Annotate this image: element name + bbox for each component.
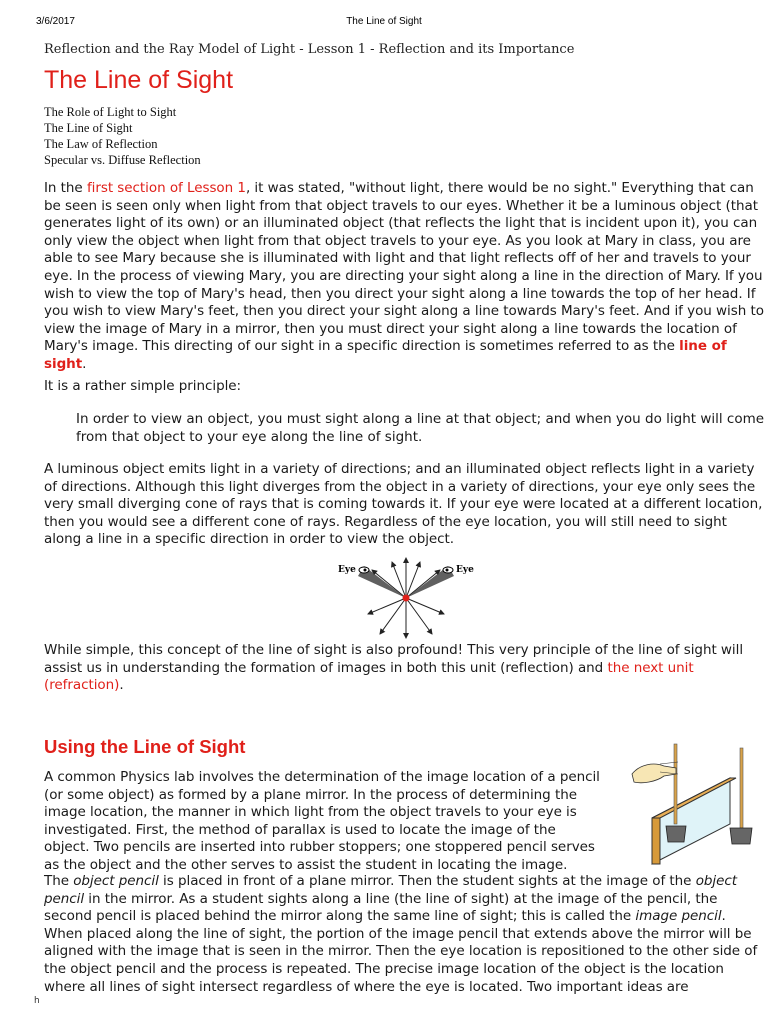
op-t4: in the mirror. As a student sights along a line (the line of sight) at the image of the pencil, the second pencil is placed behind the mirror along the same line of sight; this is called the [44,890,718,925]
paragraph-intro [44,180,766,374]
next-unit-link[interactable]: the next unit (refraction) [44,659,694,694]
object-stopper-icon [666,826,686,842]
hand-icon [632,764,676,783]
lesson-links [44,104,201,168]
breadcrumb: Reflection and the Ray Model of Light - Lesson 1 - Reflection and its Importance [44,42,575,57]
first-section-link[interactable]: first section of Lesson 1 [86,180,246,196]
profound-post: . [119,677,124,694]
op-t5: . When placed along the line of sight, the portion of the image pencil that extends above the mirror will be aligned with the image that is seen in the mirror. Then the eye location is repositioned to the other side of the object pencil and the process is repeated. The precise image location of the object is the location where all lines of sight intersect regardless of where the eye is located. Two important ideas are [44,908,758,995]
right-eye-icon [443,567,453,573]
lesson-link-line-of-sight[interactable]: The Line of Sight [44,121,133,135]
footer-url-fragment: h [34,996,40,1006]
image-pencil-icon [740,748,743,828]
op-t1: The [44,873,74,889]
object-pencil-icon [674,744,677,824]
print-title: The Line of Sight [346,16,422,27]
eye-label-right: Eye [456,565,474,575]
profound-body: While simple, this concept of the line of sight is also profound! This very principle of the line of sight will assist us in understanding the formation of images in both this unit (reflection) and [44,642,744,676]
print-date: 3/6/2017 [36,16,75,27]
intro-pre: In the [44,180,87,196]
paragraph-cone-of-rays: A luminous object emits light in a variety of directions; and an illuminated object reflects light in a variety of directions. Although this light diverges from the object in a variety of directions, your eye only sees the very small diverging cone of rays that is coming towards it. If your eye were located at a different location, then you would see a different cone of rays. Regardless of the eye location, you will still need to sight along a line in a specific direction in order to view the object. [44,461,763,548]
lesson-link-role-of-light[interactable]: The Role of Light to Sight [44,105,177,119]
object-pencil-term: object pencil [73,873,159,889]
intro-body: , it was stated, "without light, there would be no sight." Everything that can be seen is seen only when light from that object travels to our eyes. Whether it be a luminous object (that generates light of its own) or an illuminated object (that reflects the light that is incident upon it), you can only view the object when light from that object travels to your eye. As you look at Mary in class, you are able to see Mary because she is illuminated with light and that light reflects off of her and travels to your eye. In the process of viewing Mary, you are directing your sight along a line in the direction of Mary. If you wish to view the top of Mary's head, then you direct your sight along a line towards the top of her head. If you wish to view Mary's feet, then you direct your sight along a line towards Mary's feet. And if you wish to view the image of Mary in a mirror, then you must direct your sight along a line towards the location of Mary's image. This directing of our sight in a specific direction is sometimes referred to as the [44,180,764,355]
principle-quote: In order to view an object, you must sight along a line at that object; and when you do light will come from that object to your eye along the line of sight. [76,411,765,445]
intro-post: . [82,355,87,372]
line-of-sight-diagram [336,552,476,642]
section-heading: Using the Line of Sight [44,736,246,757]
eye-label-left: Eye [338,565,356,575]
op-t2: is placed in front of a plane mirror [158,873,391,889]
lesson-link-law-of-reflection[interactable]: The Law of Reflection [44,137,158,151]
op-t3: . Then the student sights at the image of the [390,873,696,889]
paragraph-profound [44,642,766,695]
mirror-lab-illustration [630,738,760,868]
paragraph-pencil-lab: A common Physics lab involves the determination of the image location of a pencil (or some object) as formed by a plane mirror. In the process of determining the image location, the manner in which light from the object travels to your eye is investigated. First, the method of parallax is used to locate the image of the object. Two pencils are inserted into rubber stoppers; one stoppered pencil serves as the object and the other serves to assist the student in locating the image. [44,769,600,873]
image-pencil-term: image pencil [635,908,722,925]
paragraph-object-pencil [44,873,766,996]
image-stopper-icon [730,828,752,844]
line-of-sight-term: line of sight [44,338,727,372]
lesson-link-specular-diffuse[interactable]: Specular vs. Diffuse Reflection [44,153,201,167]
left-eye-icon [359,567,369,573]
page-title: The Line of Sight [44,66,234,94]
object-pencil-term-2: object pencil [44,873,737,907]
object-point [403,595,410,602]
paragraph-principle: It is a rather simple principle: [44,378,242,394]
